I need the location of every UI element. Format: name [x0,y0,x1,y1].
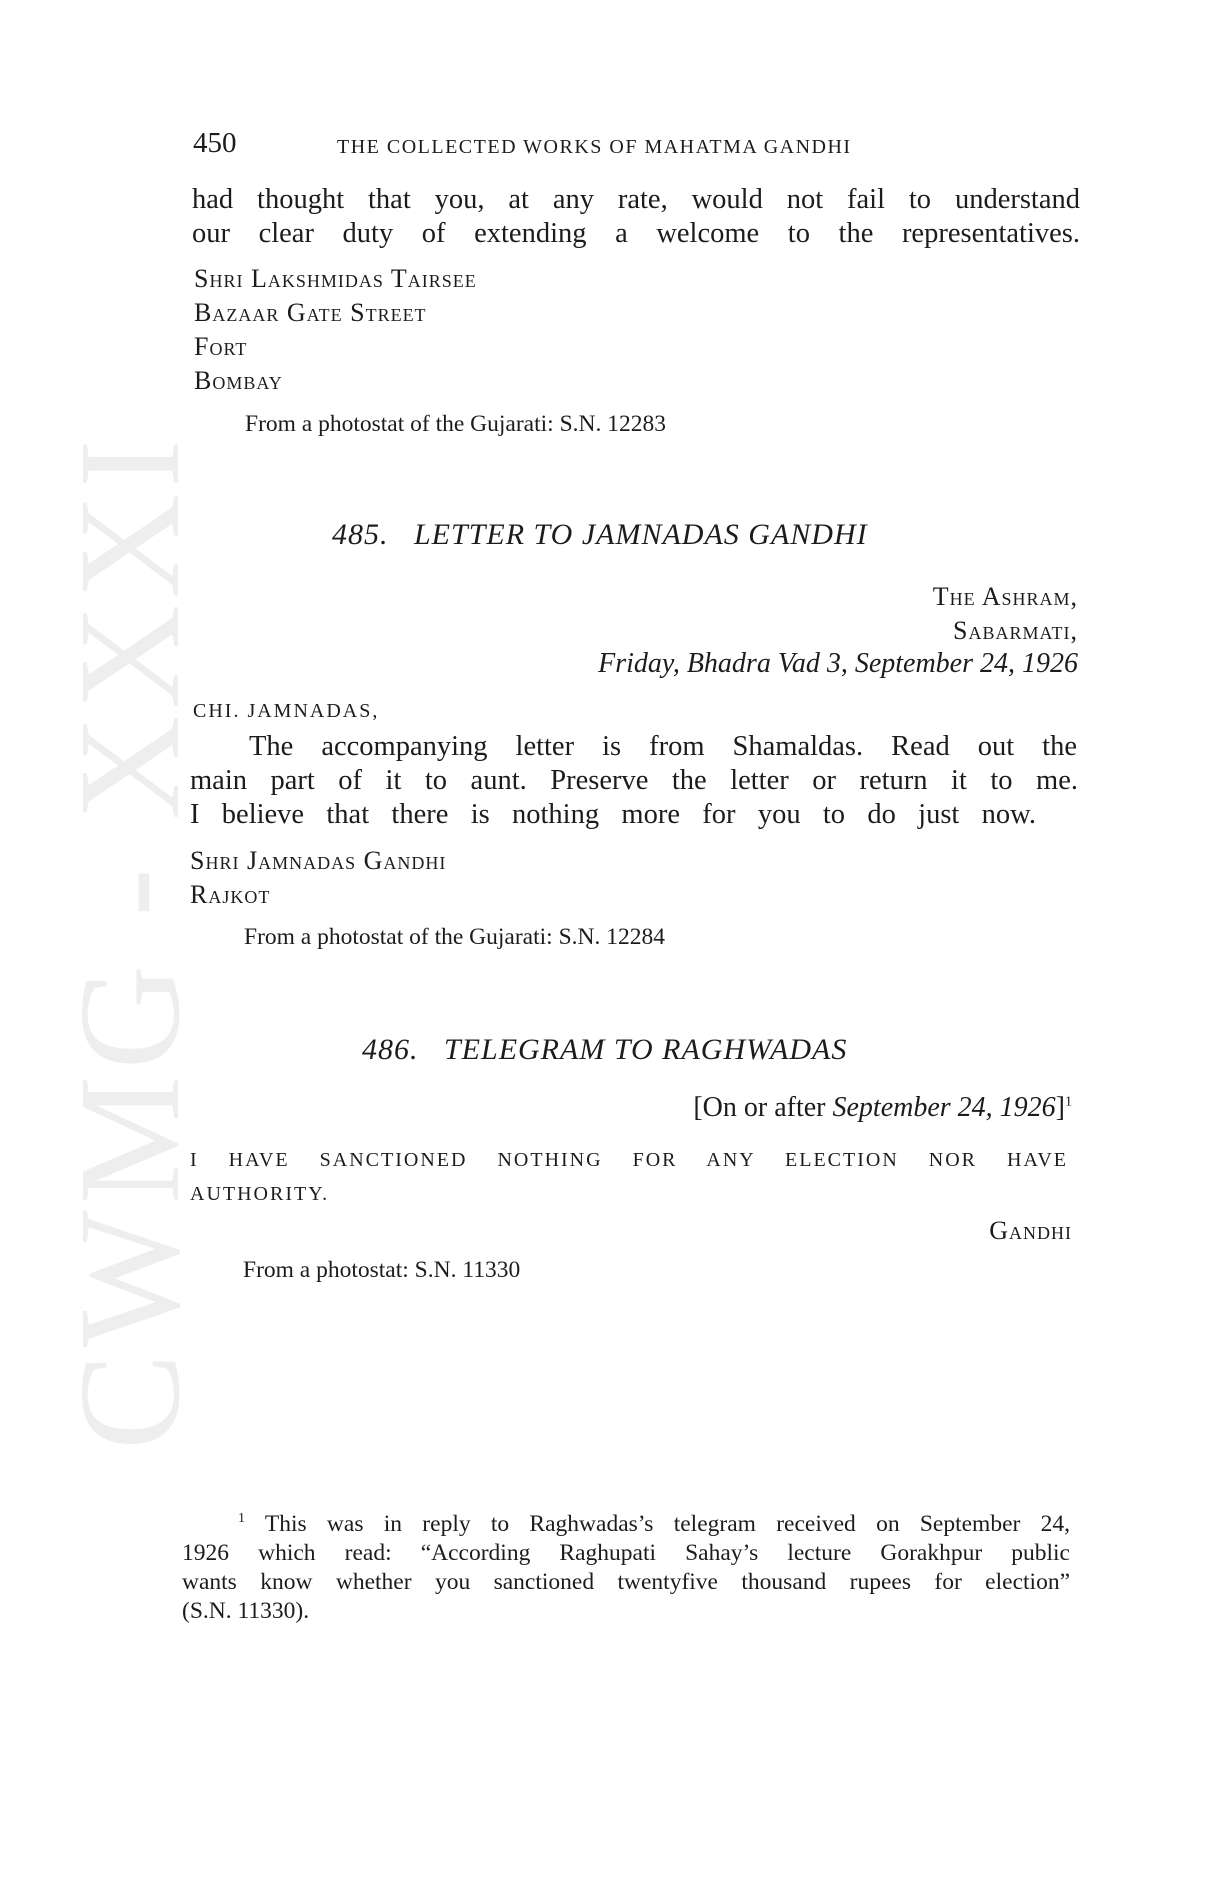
section-number: 486. [362,1033,419,1066]
address-line: Fort [194,332,248,361]
telegram-body: I HAVE SANCTIONED NOTHING FOR ANY ELECTION NOR HAVE AUTHORITY. [190,1149,1068,1205]
date-suffix: ] [1055,1092,1065,1123]
footnote-line: (S.N. 11330). [182,1598,310,1624]
address-line: Shri Lakshmidas Tairsee [194,264,477,293]
place-line: Sabarmati, [953,616,1078,645]
place-line: The Ashram, [932,582,1078,611]
footnote-line: 1926 which read: “According Raghupati Sahay’s lecture Gorakhpur public [182,1540,1070,1566]
footnote-mark: 1 [238,1511,245,1527]
source-note: From a photostat of the Gujarati: S.N. 12284 [244,924,665,950]
salutation: CHI. JAMNADAS, [193,700,380,722]
text-line: had thought that you, at any rate, would not fail to understand [192,184,1080,215]
running-title: THE COLLECTED WORKS OF MAHATMA GANDHI [337,136,852,158]
section-heading [362,1033,847,1067]
letter-date: Friday, Bhadra Vad 3, September 24, 1926 [598,648,1078,679]
section-title: LETTER TO JAMNADAS GANDHI [414,518,868,551]
page-number: 450 [193,127,237,159]
text-line: main part of it to aunt. Preserve the letter or return it to me. [190,765,1078,796]
section-heading [332,518,868,552]
address-line: Bombay [194,366,283,395]
address-line: Shri Jamnadas Gandhi [190,846,447,875]
footnote-line: wants know whether you sanctioned twentyfive thousand rupees for election” [182,1569,1070,1595]
telegram-date [560,1092,1072,1124]
text-line: I believe that there is nothing more for you to do just now. [190,799,1036,830]
section-title: TELEGRAM TO RAGHWADAS [444,1033,848,1066]
address-line: Bazaar Gate Street [194,298,427,327]
watermark: CWMG - XXXI [50,433,210,1450]
date-italic: September 24, 1926 [832,1092,1056,1123]
section-number: 485. [332,518,389,551]
source-note: From a photostat of the Gujarati: S.N. 12283 [245,411,666,437]
footnote [182,1510,1070,1626]
footnote-ref: 1 [1065,1094,1072,1110]
text-line: our clear duty of extending a welcome to the representatives. [192,218,1080,249]
signature: Gandhi [989,1216,1072,1245]
footnote-line: $^1$ This was in reply to Raghwadas’s telegram received on September 24, [238,1511,1070,1537]
address-line: Rajkot [190,880,271,909]
source-note: From a photostat: S.N. 11330 [243,1257,521,1283]
date-prefix: [On or after [693,1092,833,1123]
text-line: The accompanying letter is from Shamaldas. Read out the [249,731,1077,762]
